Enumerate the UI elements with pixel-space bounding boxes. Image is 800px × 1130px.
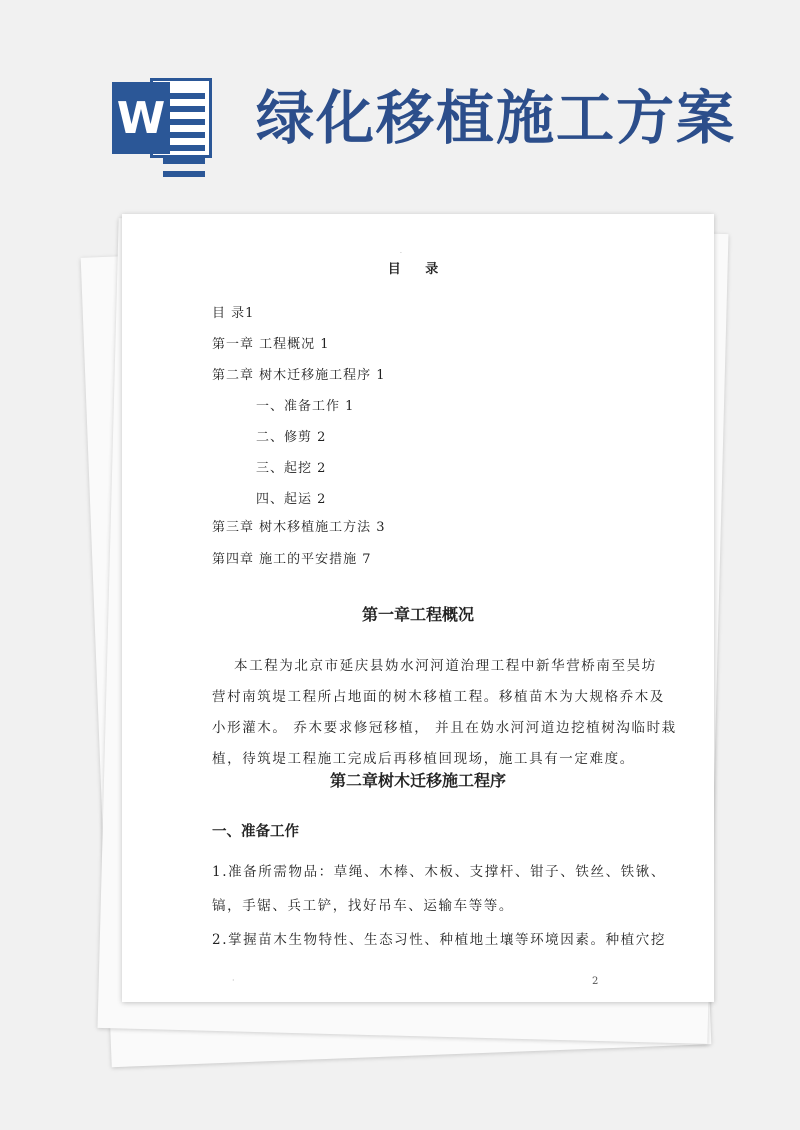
- chapter-title: 第二章树木迁移施工程序: [329, 771, 506, 790]
- paragraph-line: 2.掌握苗木生物特性、生态习性、种植地土壤等环境因素。种植穴挖: [212, 932, 666, 948]
- page-dot: ·: [400, 250, 402, 257]
- header: [0, 0, 800, 210]
- paragraph-line: 植，待筑堤工程施工完成后再移植回现场，施工具有一定难度。: [212, 751, 635, 767]
- toc-item: 第三章 树木移植施工方法 3: [212, 520, 386, 535]
- page-number: 2: [592, 976, 599, 987]
- paragraph-line: 营村南筑堤工程所占地面的树木移植工程。移植苗木为大规格乔木及: [212, 689, 665, 705]
- toc-item: 第四章 施工的平安措施 7: [212, 552, 372, 567]
- toc-item: 一、准备工作 1: [256, 399, 355, 414]
- word-letter: W: [112, 82, 170, 154]
- chapter-title: 第一章工程概况: [361, 605, 474, 624]
- paragraph-line: 镐，手锯、兵工铲，找好吊车、运输车等等。: [212, 898, 514, 914]
- paragraph-line: 小形灌木。 乔木要求修冠移植， 并且在妫水河河道边挖植树沟临时栽: [212, 720, 677, 736]
- toc-item: 三、起挖 2: [256, 461, 327, 476]
- toc-item: 第二章 树木迁移施工程序 1: [212, 368, 386, 383]
- word-logo-icon: [112, 78, 212, 158]
- document-page: [122, 214, 714, 1002]
- toc-item: 二、修剪 2: [256, 430, 327, 445]
- toc-item: 目 录1: [212, 306, 255, 321]
- toc-heading: 目 录: [387, 262, 449, 277]
- page-mark: ·: [232, 976, 235, 985]
- toc-item: 第一章 工程概况 1: [212, 337, 330, 352]
- section-title: 一、准备工作: [212, 823, 299, 840]
- paragraph-line: 本工程为北京市延庆县妫水河河道治理工程中新华营桥南至吴坊: [234, 658, 657, 674]
- page-title: 绿化移植施工方案: [256, 84, 737, 152]
- paragraph-line: 1.准备所需物品：草绳、木棒、木板、支撑杆、钳子、铁丝、铁锹、: [212, 864, 666, 880]
- toc-item: 四、起运 2: [256, 492, 327, 507]
